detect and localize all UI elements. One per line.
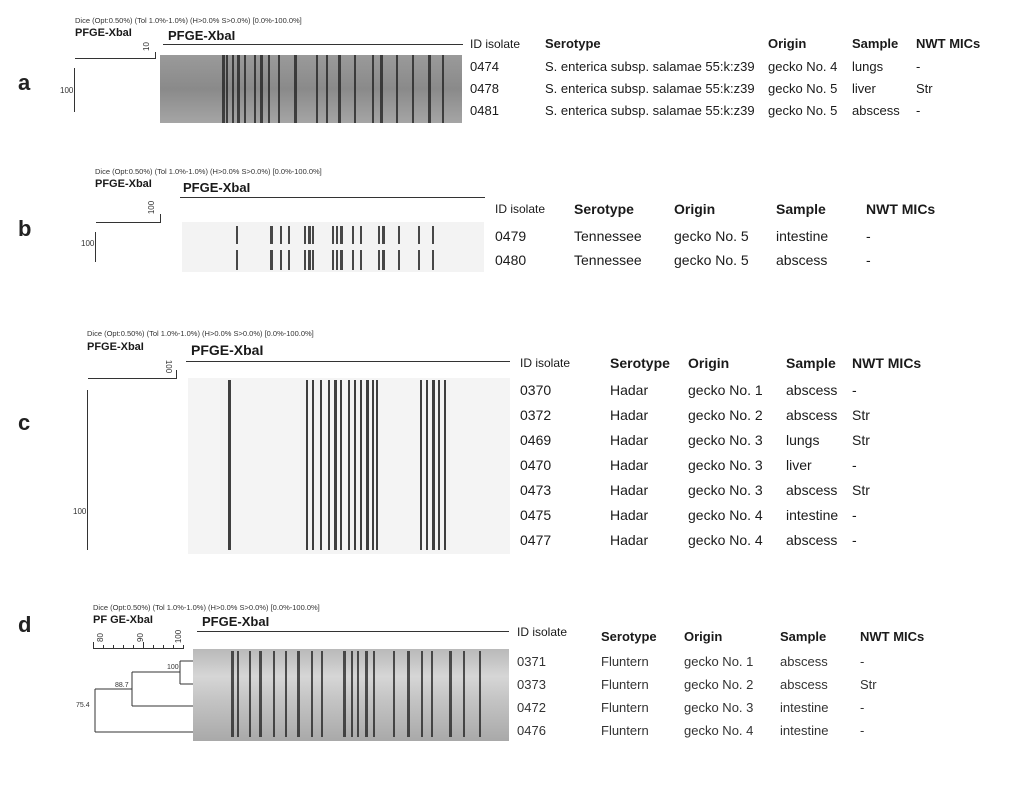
gel-band [328, 380, 330, 550]
cell-id: 0371 [517, 654, 546, 669]
cell-origin: gecko No. 1 [688, 382, 763, 398]
gel-band [360, 380, 362, 550]
cell-serotype: Hadar [610, 482, 649, 498]
gel-band [438, 380, 440, 550]
gel-band [260, 55, 263, 123]
gel-band [237, 651, 239, 737]
cell-serotype: Hadar [610, 382, 649, 398]
cell-id: 0469 [520, 432, 552, 448]
col-header-id: ID isolate [470, 37, 521, 51]
cell-sample: abscess [786, 382, 838, 398]
cell-serotype: Hadar [610, 532, 649, 548]
gel-band [231, 651, 234, 737]
cell-serotype: Tennessee [574, 228, 642, 244]
cell-sample: lungs [786, 432, 820, 448]
col-header-origin: Origin [684, 629, 723, 644]
cell-nwt: - [860, 654, 865, 669]
panel-letter: b [18, 216, 32, 241]
cell-serotype: Tennessee [574, 252, 642, 268]
gel-band [348, 380, 350, 550]
pfge-label: PFGE-XbaI [202, 614, 270, 629]
gel-band [312, 250, 314, 270]
dice-settings: Dice (Opt:0.50%) (Tol 1.0%-1.0%) (H>0.0% S>0.0%) [0.0%-100.0%] [93, 603, 320, 612]
col-header-serotype: Serotype [601, 629, 657, 644]
cell-id: 0474 [470, 59, 499, 74]
pfge-label-small: PFGE-XbaI [75, 27, 132, 39]
pfge-gel-image [182, 222, 484, 272]
node-label: 100 [81, 239, 95, 248]
scale-tick [163, 645, 164, 649]
dendrogram-line [95, 232, 96, 262]
gel-band [398, 226, 400, 244]
gel-band [418, 250, 420, 270]
cell-nwt: Str [852, 432, 870, 448]
gel-band [340, 380, 342, 550]
cell-serotype: Hadar [610, 432, 649, 448]
cell-origin: gecko No. 3 [688, 432, 763, 448]
dendrogram-line [87, 390, 88, 550]
cell-id: 0481 [470, 103, 499, 118]
gel-band [338, 55, 341, 123]
node-label: 100 [167, 664, 179, 671]
col-header-serotype: Serotype [610, 355, 670, 371]
gel-band [270, 226, 273, 244]
gel-band [244, 55, 246, 123]
gel-band [479, 651, 481, 737]
pfge-gel-image [160, 55, 462, 123]
scale-tick [103, 645, 104, 649]
gel-band [376, 380, 378, 550]
cell-sample: abscess [776, 252, 828, 268]
dendrogram-line [74, 68, 75, 112]
cell-sample: abscess [786, 532, 838, 548]
cell-origin: gecko No. 3 [688, 457, 763, 473]
col-header-nwt: NWT MICs [916, 36, 981, 51]
gel-band [297, 651, 300, 737]
dice-settings: Dice (Opt:0.50%) (Tol 1.0%-1.0%) (H>0.0% S>0.0%) [0.0%-100.0%] [75, 16, 302, 25]
gel-band [352, 250, 354, 270]
scale-bar [75, 58, 155, 59]
gel-band [288, 226, 290, 244]
cell-serotype: Hadar [610, 407, 649, 423]
cell-id: 0372 [520, 407, 552, 423]
cell-id: 0480 [495, 252, 527, 268]
gel-band [236, 250, 238, 270]
gel-band [340, 226, 343, 244]
cell-serotype: Fluntern [601, 700, 649, 715]
dice-settings: Dice (Opt:0.50%) (Tol 1.0%-1.0%) (H>0.0% S>0.0%) [0.0%-100.0%] [95, 167, 322, 176]
cell-sample: abscess [786, 482, 838, 498]
col-header-nwt: NWT MICs [852, 355, 922, 371]
scale-tick [155, 52, 156, 59]
cell-nwt: - [916, 103, 921, 118]
scale-tick [123, 645, 124, 649]
gel-band [312, 226, 314, 244]
col-header-serotype: Serotype [545, 36, 601, 51]
gel-band [306, 380, 308, 550]
cell-sample: liver [786, 457, 812, 473]
gel-band [308, 226, 311, 244]
scale-tick [133, 645, 134, 649]
cell-id: 0475 [520, 507, 552, 523]
gel-band [280, 250, 282, 270]
gel-band [228, 380, 231, 550]
gel-band [354, 380, 356, 550]
cell-origin: gecko No. 4 [768, 59, 838, 74]
gel-band [332, 250, 334, 270]
cell-sample: intestine [780, 723, 829, 738]
cell-origin: gecko No. 4 [688, 532, 763, 548]
node-label: 88.7 [115, 682, 129, 689]
cell-origin: gecko No. 2 [684, 677, 754, 692]
cell-nwt: - [852, 532, 857, 548]
cell-nwt: - [916, 59, 921, 74]
gel-band [336, 226, 338, 244]
col-header-origin: Origin [674, 201, 716, 217]
col-header-sample: Sample [780, 629, 827, 644]
gel-band [372, 55, 374, 123]
panel-letter: a [18, 70, 31, 95]
scale-label: 10 [141, 42, 151, 51]
cell-nwt: - [852, 382, 857, 398]
gel-band [396, 55, 398, 123]
cell-serotype: Fluntern [601, 654, 649, 669]
scale-label: 100 [147, 200, 157, 215]
col-header-id: ID isolate [495, 202, 546, 216]
gel-band [270, 250, 273, 270]
cell-sample: abscess [786, 407, 838, 423]
cell-sample: intestine [786, 507, 839, 523]
gel-band [311, 651, 313, 737]
gel-band [442, 55, 444, 123]
col-header-nwt: NWT MICs [860, 629, 925, 644]
gel-band [320, 380, 322, 550]
cell-serotype: S. enterica subsp. salamae 55:k:z39 [545, 59, 755, 74]
cell-sample: abscess [852, 103, 900, 118]
gel-header-line [186, 361, 510, 362]
gel-band [360, 250, 362, 270]
gel-band [285, 651, 287, 737]
gel-band [449, 651, 452, 737]
gel-band [432, 250, 434, 270]
gel-band [278, 55, 280, 123]
gel-band [407, 651, 410, 737]
gel-band [426, 380, 428, 550]
cell-serotype: S. enterica subsp. salamae 55:k:z39 [545, 81, 755, 96]
scale-bar [88, 378, 176, 379]
gel-band [254, 55, 256, 123]
cell-nwt: - [852, 457, 857, 473]
gel-band [273, 651, 275, 737]
cell-origin: gecko No. 1 [684, 654, 754, 669]
cell-origin: gecko No. 3 [688, 482, 763, 498]
col-header-sample: Sample [776, 201, 826, 217]
gel-band [431, 651, 433, 737]
cell-origin: gecko No. 5 [674, 252, 749, 268]
gel-band [316, 55, 318, 123]
col-header-nwt: NWT MICs [866, 201, 936, 217]
gel-band [222, 55, 225, 123]
scale-tick [153, 645, 154, 649]
col-header-sample: Sample [852, 36, 899, 51]
gel-band [463, 651, 465, 737]
gel-band [432, 380, 435, 550]
gel-band [351, 651, 353, 737]
gel-band [412, 55, 414, 123]
gel-band [280, 226, 282, 244]
pfge-gel-image [193, 649, 509, 741]
cell-serotype: Hadar [610, 507, 649, 523]
gel-band [354, 55, 356, 123]
scale-tick [143, 642, 144, 649]
gel-band [428, 55, 431, 123]
gel-band [444, 380, 446, 550]
pfge-label: PFGE-XbaI [183, 180, 251, 195]
scale-tick [113, 645, 114, 649]
cell-id: 0478 [470, 81, 499, 96]
gel-band [418, 226, 420, 244]
gel-band [308, 250, 311, 270]
pfge-label: PFGE-XbaI [168, 28, 236, 43]
cell-sample: abscess [780, 677, 828, 692]
pfge-label-small: PFGE-XbaI [95, 178, 152, 190]
pfge-gel-image [188, 378, 510, 554]
cell-id: 0472 [517, 700, 546, 715]
cell-origin: gecko No. 3 [684, 700, 754, 715]
col-header-origin: Origin [688, 355, 730, 371]
gel-band [398, 250, 400, 270]
cell-nwt: - [852, 507, 857, 523]
cell-sample: intestine [776, 228, 829, 244]
col-header-id: ID isolate [517, 625, 568, 639]
scale-label: 90 [135, 633, 145, 642]
col-header-sample: Sample [786, 355, 836, 371]
gel-band [366, 380, 369, 550]
gel-band [340, 250, 343, 270]
cell-serotype: S. enterica subsp. salamae 55:k:z39 [545, 103, 755, 118]
cell-nwt: Str [916, 81, 933, 96]
gel-header-line [197, 631, 509, 632]
gel-band [326, 55, 328, 123]
gel-band [334, 380, 337, 550]
cell-origin: gecko No. 4 [688, 507, 763, 523]
scale-tick [93, 642, 94, 649]
cell-id: 0477 [520, 532, 552, 548]
gel-band [336, 250, 338, 270]
cell-origin: gecko No. 4 [684, 723, 754, 738]
gel-band [365, 651, 368, 737]
node-label: 75.4 [76, 702, 90, 709]
cell-id: 0476 [517, 723, 546, 738]
gel-band [294, 55, 297, 123]
cell-nwt: - [860, 723, 865, 738]
scale-tick [160, 214, 161, 223]
gel-band [352, 226, 354, 244]
gel-band [343, 651, 346, 737]
cell-id: 0470 [520, 457, 552, 473]
gel-band [357, 651, 359, 737]
gel-band [421, 651, 423, 737]
panel-letter: d [18, 612, 32, 637]
scale-bar [96, 222, 160, 223]
cell-sample: intestine [780, 700, 829, 715]
cell-sample: abscess [780, 654, 828, 669]
gel-band [380, 55, 383, 123]
gel-band [304, 250, 306, 270]
scale-tick [183, 645, 184, 649]
gel-band [232, 55, 234, 123]
cell-sample: liver [852, 81, 876, 96]
gel-band [259, 651, 262, 737]
col-header-serotype: Serotype [574, 201, 634, 217]
panel-letter: c [18, 410, 31, 435]
gel-band [312, 380, 314, 550]
gel-band [378, 250, 380, 270]
scale-label: 100 [164, 359, 174, 374]
scale-tick [173, 645, 174, 649]
cell-nwt: Str [860, 677, 877, 692]
gel-band [382, 250, 385, 270]
scale-bar [93, 648, 183, 649]
gel-band [372, 380, 374, 550]
cell-serotype: Fluntern [601, 723, 649, 738]
gel-header-line [180, 197, 485, 198]
scale-label: 100 [174, 629, 184, 644]
gel-band [304, 226, 306, 244]
cell-origin: gecko No. 5 [674, 228, 749, 244]
pfge-label-small: PFGE-XbaI [87, 341, 144, 353]
gel-band [373, 651, 375, 737]
node-label: 100 [73, 507, 87, 516]
gel-header-line [163, 44, 463, 45]
dice-settings: Dice (Opt:0.50%) (Tol 1.0%-1.0%) (H>0.0% S>0.0%) [0.0%-100.0%] [87, 329, 314, 338]
gel-band [249, 651, 251, 737]
cell-nwt: - [860, 700, 865, 715]
cell-nwt: Str [852, 407, 870, 423]
gel-band [288, 250, 290, 270]
cell-origin: gecko No. 5 [768, 103, 838, 118]
col-header-id: ID isolate [520, 356, 571, 370]
cell-nwt: Str [852, 482, 870, 498]
pfge-label-small: PF GE-XbaI [93, 614, 153, 626]
cell-serotype: Hadar [610, 457, 649, 473]
cell-id: 0473 [520, 482, 552, 498]
cell-id: 0479 [495, 228, 527, 244]
gel-band [378, 226, 380, 244]
gel-band [332, 226, 334, 244]
pfge-label: PFGE-XbaI [191, 342, 264, 358]
cell-id: 0373 [517, 677, 546, 692]
gel-band [360, 226, 362, 244]
cell-nwt: - [866, 252, 871, 268]
gel-band [236, 226, 238, 244]
col-header-origin: Origin [768, 36, 807, 51]
cell-origin: gecko No. 5 [768, 81, 838, 96]
node-label: 100 [60, 86, 74, 95]
gel-band [382, 226, 385, 244]
scale-label: 80 [95, 633, 105, 642]
cell-id: 0370 [520, 382, 552, 398]
gel-band [268, 55, 270, 123]
gel-band [237, 55, 240, 123]
gel-band [226, 55, 228, 123]
gel-band [393, 651, 395, 737]
cell-sample: lungs [852, 59, 884, 74]
scale-tick [176, 370, 177, 379]
gel-band [420, 380, 422, 550]
gel-band [321, 651, 323, 737]
cell-nwt: - [866, 228, 871, 244]
cell-origin: gecko No. 2 [688, 407, 763, 423]
gel-band [432, 226, 434, 244]
cell-serotype: Fluntern [601, 677, 649, 692]
